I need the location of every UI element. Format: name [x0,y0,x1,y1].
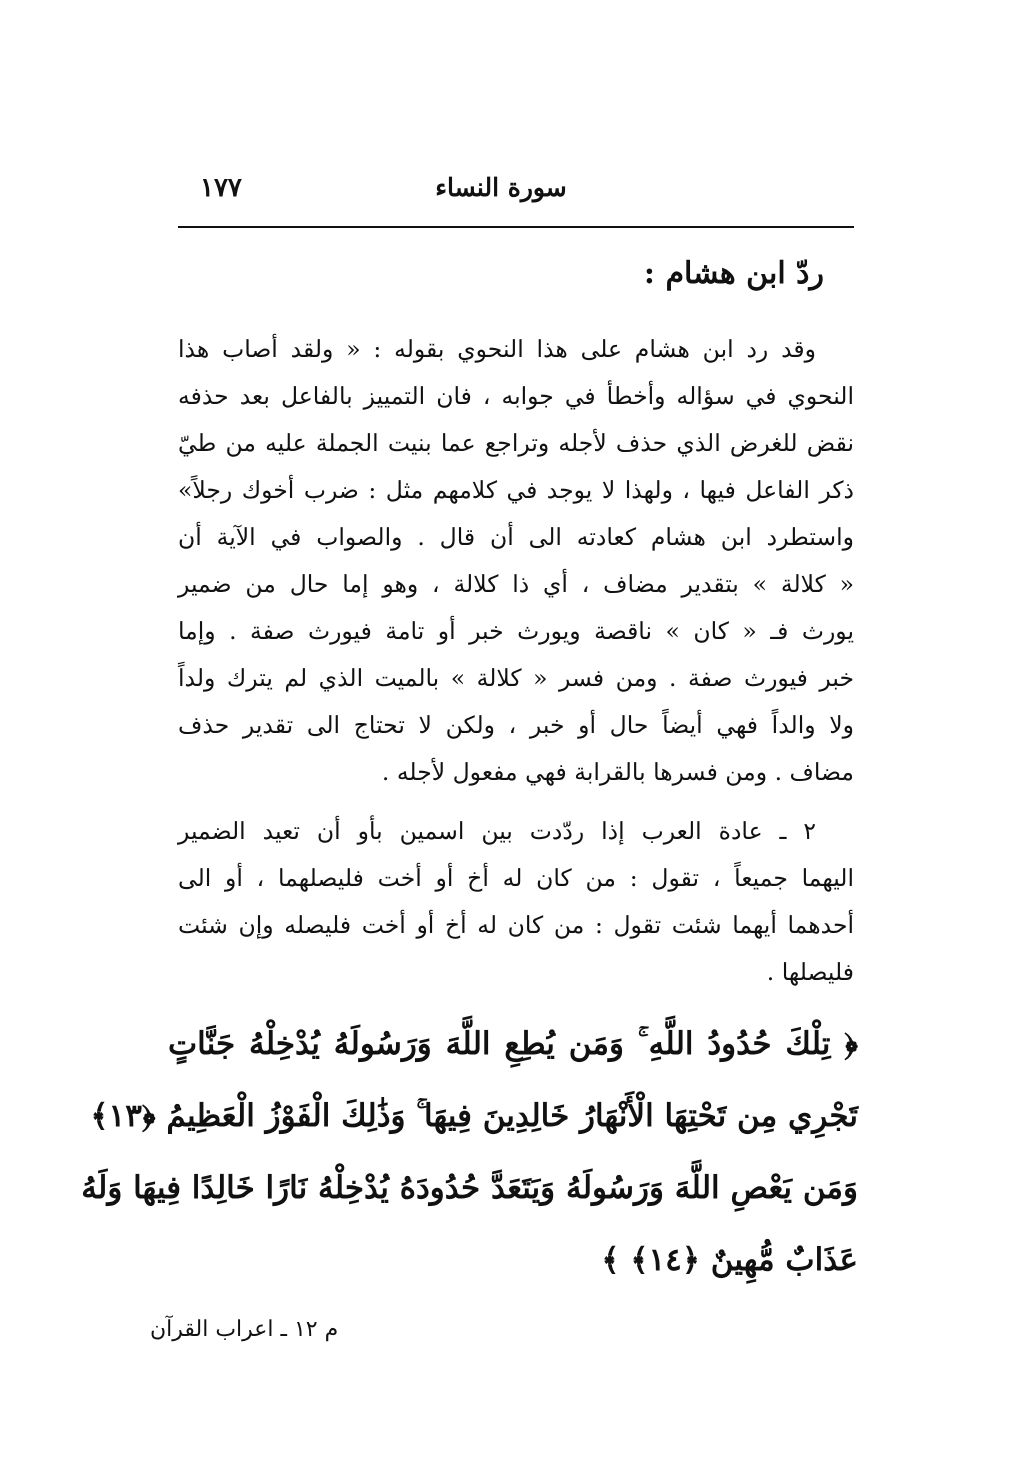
paragraph-line: ولا والداً فهي أيضاً حال أو خبر ، ولكن لا تحتاج الى تقدير حذف [178,711,854,739]
verse-line: ﴿ تِلْكَ حُدُودُ اللَّهِ ۚ وَمَن يُطِعِ اللَّهَ وَرَسُولَهُ يُدْخِلْهُ جَنَّاتٍ [168,1026,858,1062]
paragraph-line: ٢ ـ عادة العرب إذا ردّدت بين اسمين بأو أن تعيد الضمير [178,817,816,845]
paragraph-line: فليصلها . [766,958,854,986]
header-divider [178,226,854,228]
paragraph-line: واستطرد ابن هشام كعادته الى أن قال . والصواب في الآية أن [178,523,854,551]
verse-line: عَذَابٌ مُّهِينٌ ﴿١٤﴾ ﴾ [601,1242,858,1278]
quran-verses [81,1008,858,1296]
verse-line: وَمَن يَعْصِ اللَّهَ وَرَسُولَهُ وَيَتَعَدَّ حُدُودَهُ يُدْخِلْهُ نَارًا خَالِدًا فِيهَا وَلَهُ [81,1170,858,1206]
paragraph-line: « كلالة » بتقدير مضاف ، أي ذا كلالة ، وهو إما حال من ضمير [178,570,854,598]
page-number: ١٧٧ [200,173,242,203]
paragraph-ibn-hisham-reply [178,326,854,796]
running-header [178,168,854,208]
verse-line: تَجْرِي مِن تَحْتِهَا الْأَنْهَارُ خَالِدِينَ فِيهَا ۚ وَذَٰلِكَ الْفَوْزُ الْعَظِيمُ ﴿١٣﴾ [90,1098,858,1134]
paragraph-line: مضاف . ومن فسرها بالقرابة فهي مفعول لأجله . [381,758,854,786]
paragraph-line: خبر فيورث صفة . ومن فسر « كلالة » بالميت الذي لم يترك ولداً [178,664,854,692]
paragraph-line: يورث فـ « كان » ناقصة ويورث خبر أو تامة فيورث صفة . وإما [178,617,854,645]
section-heading: ردّ ابن هشام : [643,256,824,291]
surah-title: سورة النساء [435,173,567,202]
paragraph-line: نقض للغرض الذي حذف لأجله وتراجع عما بنيت الجملة عليه من طيّ [178,429,854,457]
paragraph-arab-custom [178,808,854,996]
paragraph-line: اليهما جميعاً ، تقول : من كان له أخ أو أخت فليصلهما ، أو الى [178,864,854,892]
paragraph-line: أحدهما أيهما شئت تقول : من كان له أخ أو أخت فليصله وإن شئت [178,911,854,939]
paragraph-line: ذكر الفاعل فيها ، ولهذا لا يوجد في كلامهم مثل : ضرب أخوك رجلاً» [178,476,854,504]
paragraph-line: وقد رد ابن هشام على هذا النحوي بقوله : « ولقد أصاب هذا [178,335,816,363]
paragraph-line: النحوي في سؤاله وأخطأ في جوابه ، فان التمييز بالفاعل بعد حذفه [178,382,854,410]
footer-signature: م ١٢ ـ اعراب القرآن [150,1317,339,1342]
